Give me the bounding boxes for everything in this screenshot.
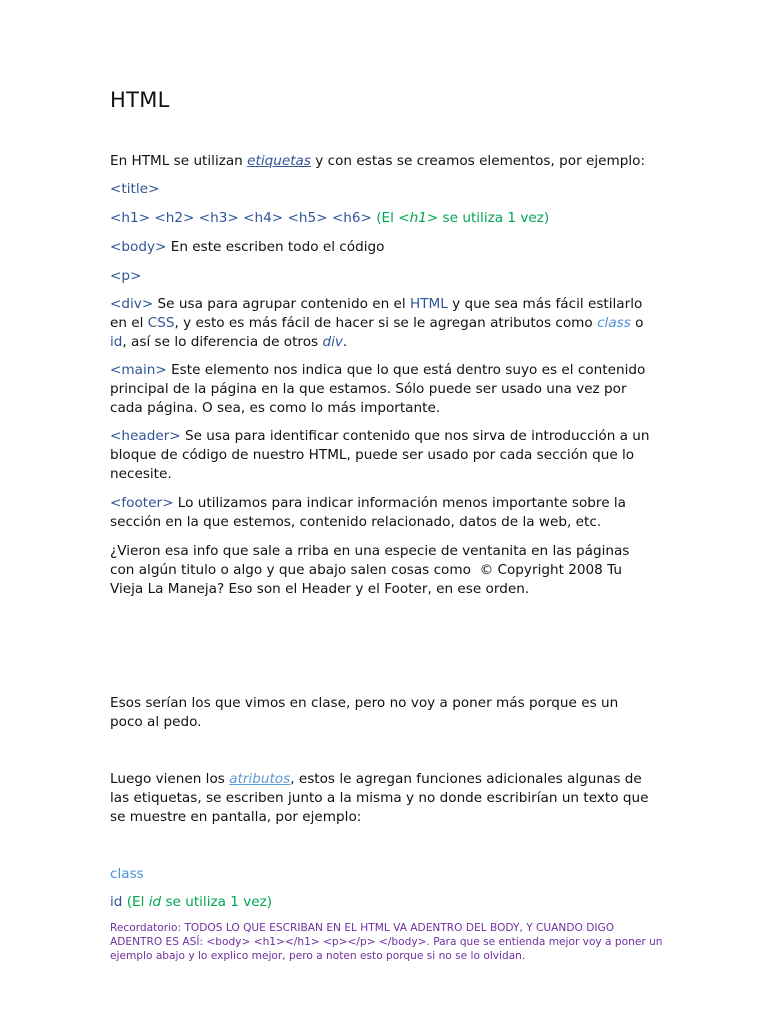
luego-line-3: se muestre en pantalla, por ejemplo: xyxy=(110,809,362,825)
div-line-1 xyxy=(110,295,670,314)
body-text: En este escriben todo el código xyxy=(166,239,385,255)
headings-line xyxy=(110,209,670,228)
id-word: id xyxy=(110,334,123,350)
body-tag: <body> xyxy=(110,239,167,255)
css-word: CSS xyxy=(147,315,175,331)
reminder-line-1: Recordatorio: TODOS LO QUE ESCRIBAN EN EL HTML VA ADENTRO DEL BODY, Y CUANDO DIGO xyxy=(110,922,615,934)
div-text-4: o xyxy=(630,315,644,331)
main-line-3: cada página. O sea, es como lo más importante. xyxy=(110,400,441,416)
main-line-1 xyxy=(110,361,670,380)
luego-text: Luego vienen los xyxy=(110,771,230,787)
div-text-5: , así se lo diferencia de otros xyxy=(122,334,323,350)
luego-text-end: , estos le agregan funciones adicionales algunas de xyxy=(290,771,642,787)
footer-tag: <footer> xyxy=(110,495,174,511)
id-note-end: se utiliza 1 vez) xyxy=(161,894,273,910)
div-line-2 xyxy=(110,314,670,333)
div-text-6: . xyxy=(342,334,348,350)
footer-line-1 xyxy=(110,494,670,513)
page-title: HTML xyxy=(110,88,170,112)
title-tag: <title> xyxy=(110,181,160,197)
heading-note-end: se utiliza 1 vez) xyxy=(438,210,550,226)
class-attribute: class xyxy=(110,866,144,882)
body-line xyxy=(110,238,670,257)
main-tag: <main> xyxy=(110,362,167,378)
esos-line-2: poco al pedo. xyxy=(110,714,202,730)
header-tag: <header> xyxy=(110,428,181,444)
main-text: Este elemento nos indica que lo que está dentro suyo es el contenido xyxy=(166,362,646,378)
etiquetas-link[interactable]: etiquetas xyxy=(247,153,311,169)
atributos-link[interactable]: atributos xyxy=(229,771,291,787)
p-tag: <p> xyxy=(110,268,142,284)
id-attribute: id xyxy=(110,894,123,910)
vieron-line-1: ¿Vieron esa info que sale a rriba en una especie de ventanita en las páginas xyxy=(110,543,630,559)
div-word: div xyxy=(322,334,343,350)
div-text: Se usa para agrupar contenido en el xyxy=(153,296,410,312)
header-line-1 xyxy=(110,427,670,446)
intro-paragraph xyxy=(110,152,670,171)
intro-text-end: y con estas se creamos elementos, por ejemplo: xyxy=(310,153,646,169)
header-line-3: necesite. xyxy=(110,466,172,482)
id-attribute-line xyxy=(110,893,670,912)
div-text-2: en el xyxy=(110,315,148,331)
id-note-start: (El xyxy=(122,894,149,910)
div-text-3: , y esto es más fácil de hacer si se le agregan atributos como xyxy=(174,315,598,331)
luego-line-1 xyxy=(110,770,670,789)
luego-line-2: las etiquetas, se escriben junto a la misma y no donde escribirían un texto que xyxy=(110,790,649,806)
heading-tags: <h1> <h2> <h3> <h4> <h5> <h6> xyxy=(110,210,372,226)
id-note-em: id xyxy=(148,894,162,910)
reminder-line-3: ejemplo abajo y lo explico mejor, pero a noten esto porque si no se lo olvidan. xyxy=(110,950,526,962)
class-word: class xyxy=(597,315,631,331)
footer-text: Lo utilizamos para indicar información menos importante sobre la xyxy=(173,495,627,511)
esos-line-1: Esos serían los que vimos en clase, pero no voy a poner más porque es un xyxy=(110,695,619,711)
reminder-line-2: ADENTRO ES ASÍ: <body> <h1></h1> <p></p> </body>. Para que se entienda mejor voy a poner un xyxy=(110,936,663,948)
vieron-line-2: con algún titulo o algo y que abajo salen cosas como © Copyright 2008 Tu xyxy=(110,562,623,578)
vieron-line-3: Vieja La Maneja? Eso son el Header y el Footer, en ese orden. xyxy=(110,581,530,597)
div-line-3 xyxy=(110,333,670,352)
heading-note-start: (El xyxy=(371,210,399,226)
main-line-2: principal de la página en la que estamos. Sólo puede ser usado una vez por xyxy=(110,381,627,397)
header-line-2: bloque de código de nuestro HTML, puede ser usado por cada sección que lo xyxy=(110,447,635,463)
heading-note-tag: <h1> xyxy=(398,210,439,226)
footer-line-2: sección en la que estemos, contenido relacionado, datos de la web, etc. xyxy=(110,514,602,530)
div-tag: <div> xyxy=(110,296,154,312)
intro-text: En HTML se utilizan xyxy=(110,153,248,169)
html-word: HTML xyxy=(409,296,448,312)
div-text-end: y que sea más fácil estilarlo xyxy=(447,296,643,312)
header-text: Se usa para identificar contenido que nos sirva de introducción a un xyxy=(180,428,650,444)
